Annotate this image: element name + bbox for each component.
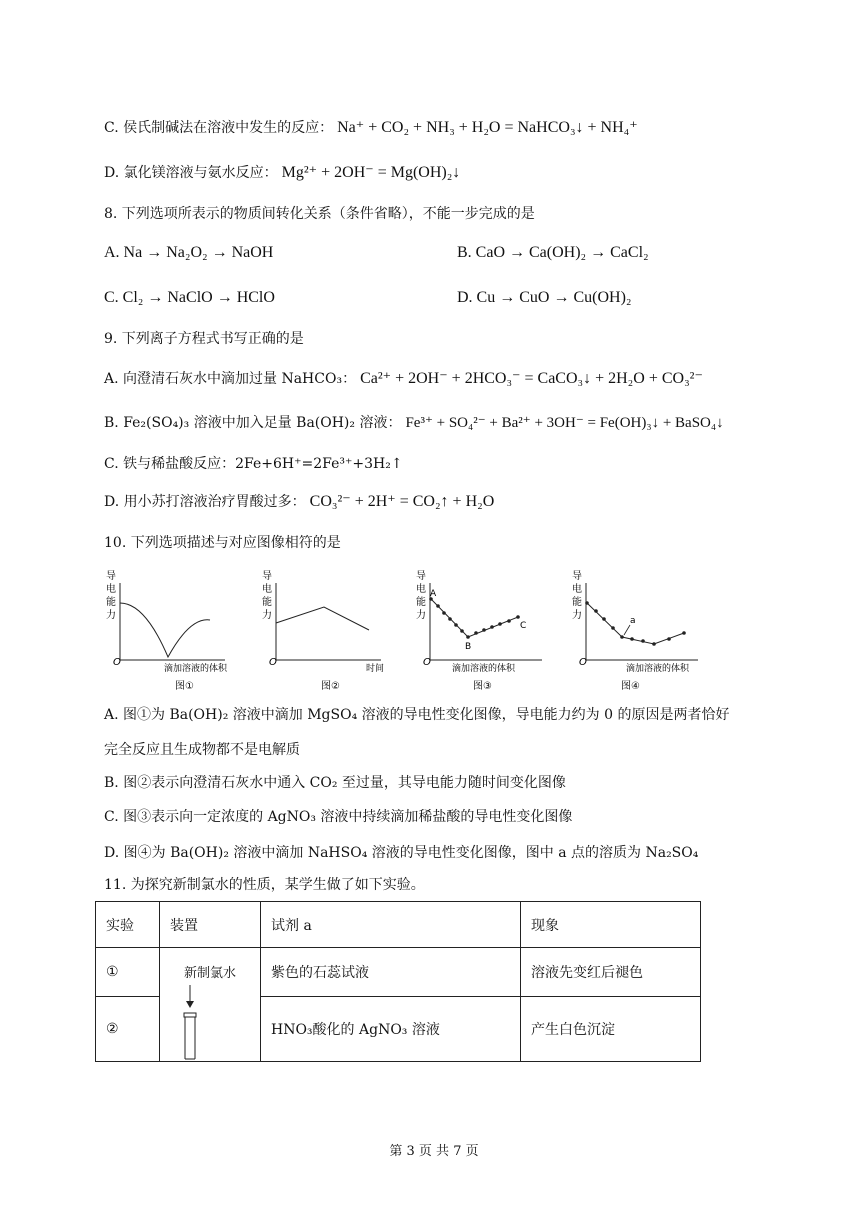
q8-option-d: D. Cu → CuO → Cu(OH)₂ <box>457 289 632 306</box>
figure-3-ylabel-4: 力 <box>416 610 426 621</box>
figure-3-caption: 图③ <box>473 681 492 692</box>
figure-1 <box>100 565 230 699</box>
q9-option-d-formula: CO₃²⁻ + 2H⁺ = CO₂↑ + H₂O <box>309 493 495 510</box>
row-2-reagent: HNO₃酸化的 AgNO₃ 溶液 <box>261 996 521 1061</box>
figure-2-xlabel: 时间 <box>366 664 385 674</box>
apparatus-label: 新制氯水 <box>183 966 236 981</box>
q8-stem: 8. 下列选项所表示的物质间转化关系（条件省略），不能一步完成的是 <box>104 206 535 222</box>
q9-option-d <box>104 492 494 512</box>
header-reagent: 试剂 a <box>261 902 521 948</box>
q7-option-c <box>104 118 638 138</box>
apparatus-cell <box>160 948 261 1062</box>
figure-1-curve <box>120 603 210 657</box>
q9-option-a-formula: Ca²⁺ + 2OH⁻ + 2HCO₃⁻ = CaCO₃↓ + 2H₂O + CO₃²⁻ <box>360 370 703 387</box>
figure-1-xlabel: 滴加溶液的体积 <box>164 664 228 674</box>
header-phenomenon: 现象 <box>521 902 701 948</box>
figure-1-ylabel-2: 电 <box>106 584 116 595</box>
figure-1-ylabel-3: 能 <box>106 597 116 608</box>
figure-4-xlabel: 滴加溶液的体积 <box>626 664 690 674</box>
figure-3-origin: O <box>423 657 431 668</box>
q7-option-c-formula: Na⁺ + CO₂ + NH₃ + H₂O = NaHCO₃↓ + NH₄⁺ <box>337 119 638 136</box>
figure-2-origin: O <box>269 657 277 668</box>
figure-3-data-points <box>429 597 520 639</box>
q10-stem: 10. 下列选项描述与对应图像相符的是 <box>104 535 341 551</box>
page-footer: 第 3 页 共 7 页 <box>389 1144 479 1159</box>
row-1-phenomenon: 溶液先变红后褪色 <box>521 948 701 997</box>
q10-option-a-line1: A. 图①为 Ba(OH)₂ 溶液中滴加 MgSO₄ 溶液的导电性变化图像，导电能力约为 0 的原因是两者恰好 <box>104 707 730 723</box>
header-apparatus: 装置 <box>160 902 261 948</box>
table-row <box>96 948 701 997</box>
figure-3-ylabel-3: 能 <box>416 597 426 608</box>
q9-option-a <box>104 369 703 389</box>
q7-option-d <box>104 163 460 183</box>
q10-option-b: B. 图②表示向澄清石灰水中通入 CO₂ 至过量，其导电能力随时间变化图像 <box>104 775 566 791</box>
row-2-number: ② <box>96 996 160 1061</box>
figure-2-curve <box>276 607 369 630</box>
header-experiment: 实验 <box>96 902 160 948</box>
figure-3-point-a: A <box>430 589 437 599</box>
figure-2-ylabel-2: 电 <box>262 584 272 595</box>
figure-3-point-b: B <box>465 642 472 652</box>
figure-4-point-a-leader <box>624 625 630 635</box>
figure-2-ylabel-1: 导 <box>262 571 272 582</box>
q7-option-d-label: D. 氯化镁溶液与氨水反应： <box>104 165 278 181</box>
figure-1-caption: 图① <box>175 681 194 692</box>
q9-option-b-label: B. Fe₂(SO₄)₃ 溶液中加入足量 Ba(OH)₂ 溶液： <box>104 415 402 431</box>
q10-option-d: D. 图④为 Ba(OH)₂ 溶液中滴加 NaHSO₄ 溶液的导电性变化图像，图中 a 点的溶质为 Na₂SO₄ <box>104 845 699 861</box>
figure-4-origin: O <box>579 657 587 668</box>
q8-option-c: C. Cl₂ → NaClO → HClO <box>104 289 275 306</box>
figure-1-ylabel-1: 导 <box>106 571 116 582</box>
q9-option-c: C. 铁与稀盐酸反应：2Fe+6H⁺=2Fe³⁺+3H₂↑ <box>104 456 403 472</box>
q9-option-d-label: D. 用小苏打溶液治疗胃酸过多： <box>104 494 306 510</box>
q7-option-c-label: C. 侯氏制碱法在溶液中发生的反应： <box>104 120 334 136</box>
q9-option-b-formula: Fe³⁺ + SO₄²⁻ + Ba²⁺ + 3OH⁻ = Fe(OH)₃↓ + BaSO₄↓ <box>405 415 724 431</box>
row-2-phenomenon: 产生白色沉淀 <box>521 996 701 1061</box>
figure-2-ylabel-4: 力 <box>262 610 272 621</box>
figure-4-point-a: a <box>630 616 636 626</box>
q9-option-b <box>104 413 724 433</box>
experiment-table <box>95 901 701 1062</box>
q7-option-d-formula: Mg²⁺ + 2OH⁻ = Mg(OH)₂↓ <box>281 164 461 181</box>
q8-option-a: A. Na → Na₂O₂ → NaOH <box>104 244 274 261</box>
row-1-number: ① <box>96 948 160 997</box>
figure-2 <box>256 565 386 699</box>
figure-4-ylabel-2: 电 <box>572 584 582 595</box>
q10-option-c: C. 图③表示向一定浓度的 AgNO₃ 溶液中持续滴加稀盐酸的导电性变化图像 <box>104 809 573 825</box>
figure-3-curve <box>431 599 518 637</box>
figure-4 <box>566 565 706 699</box>
row-1-reagent: 紫色的石蕊试液 <box>261 948 521 997</box>
figure-2-ylabel-3: 能 <box>262 597 272 608</box>
table-header-row <box>96 902 701 948</box>
figure-3 <box>410 565 550 699</box>
q9-stem: 9. 下列离子方程式书写正确的是 <box>104 331 304 347</box>
figure-3-xlabel: 滴加溶液的体积 <box>452 664 516 674</box>
figure-2-caption: 图② <box>321 681 340 692</box>
figure-4-ylabel-3: 能 <box>572 597 582 608</box>
figure-1-ylabel-4: 力 <box>106 610 116 621</box>
q8-option-b: B. CaO → Ca(OH)₂ → CaCl₂ <box>457 244 649 261</box>
figure-4-ylabel-1: 导 <box>572 571 582 582</box>
figure-4-caption: 图④ <box>621 681 640 692</box>
figure-1-origin: O <box>113 657 121 668</box>
figure-3-point-c: C <box>520 621 527 631</box>
q9-option-a-label: A. 向澄清石灰水中滴加过量 NaHCO₃： <box>104 371 357 387</box>
q11-stem: 11. 为探究新制氯水的性质，某学生做了如下实验。 <box>104 877 425 893</box>
figure-3-ylabel-1: 导 <box>416 571 426 582</box>
q10-option-a-line2: 完全反应且生成物都不是电解质 <box>104 742 300 758</box>
figure-3-ylabel-2: 电 <box>416 584 426 595</box>
test-tube-icon <box>160 981 260 1061</box>
figure-4-ylabel-4: 力 <box>572 610 582 621</box>
